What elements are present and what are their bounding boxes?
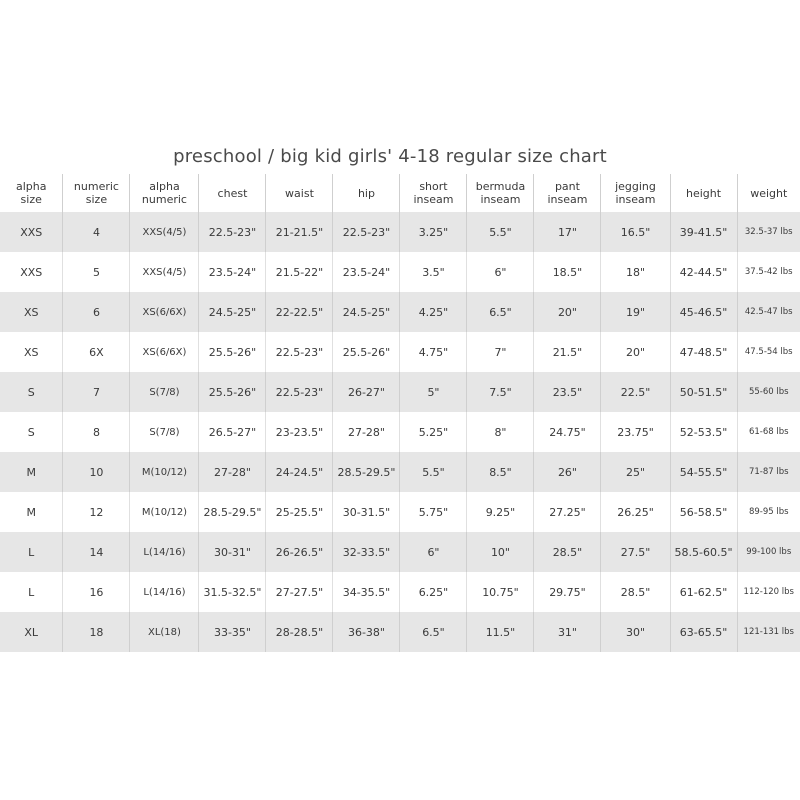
cell-bermuda-inseam: 11.5": [467, 612, 534, 652]
table-row: [0, 332, 800, 372]
cell-numeric-size: 12: [63, 492, 130, 532]
column-header-label: pant: [554, 180, 580, 193]
column-header-hip: [333, 174, 400, 212]
cell-short-inseam: 4.25": [400, 292, 467, 332]
column-header-short-inseam: [400, 174, 467, 212]
cell-waist: 23-23.5": [266, 412, 333, 452]
cell-height: 47-48.5": [670, 332, 737, 372]
cell-alpha-size: S: [0, 412, 63, 452]
cell-short-inseam: 5.75": [400, 492, 467, 532]
cell-alpha-numeric: L(14/16): [130, 572, 199, 612]
cell-jegging-inseam: 18": [601, 252, 670, 292]
cell-numeric-size: 14: [63, 532, 130, 572]
cell-short-inseam: 6": [400, 532, 467, 572]
cell-pant-inseam: 31": [534, 612, 601, 652]
size-chart-table: [0, 174, 800, 652]
table-row: [0, 572, 800, 612]
column-header-label: alpha: [15, 180, 47, 193]
cell-weight: 47.5-54 lbs: [737, 332, 800, 372]
column-header-label: alpha: [149, 180, 180, 193]
cell-hip: 26-27": [333, 372, 400, 412]
cell-bermuda-inseam: 5.5": [467, 212, 534, 252]
cell-bermuda-inseam: 7": [467, 332, 534, 372]
cell-pant-inseam: 17": [534, 212, 601, 252]
cell-weight: 99-100 lbs: [737, 532, 800, 572]
cell-jegging-inseam: 28.5": [601, 572, 670, 612]
cell-alpha-size: XXS: [0, 212, 63, 252]
cell-pant-inseam: 27.25": [534, 492, 601, 532]
cell-waist: 22.5-23": [266, 332, 333, 372]
cell-hip: 28.5-29.5": [333, 452, 400, 492]
column-header-label: numeric: [73, 180, 119, 193]
cell-pant-inseam: 26": [534, 452, 601, 492]
table-row: [0, 292, 800, 332]
cell-jegging-inseam: 22.5": [601, 372, 670, 412]
cell-pant-inseam: 24.75": [534, 412, 601, 452]
cell-alpha-numeric: L(14/16): [130, 532, 199, 572]
cell-hip: 24.5-25": [333, 292, 400, 332]
cell-bermuda-inseam: 7.5": [467, 372, 534, 412]
cell-chest: 33-35": [199, 612, 266, 652]
cell-height: 50-51.5": [670, 372, 737, 412]
cell-hip: 36-38": [333, 612, 400, 652]
column-header-height: [670, 174, 737, 212]
cell-weight: 112-120 lbs: [737, 572, 800, 612]
cell-alpha-size: S: [0, 372, 63, 412]
cell-jegging-inseam: 19": [601, 292, 670, 332]
cell-hip: 27-28": [333, 412, 400, 452]
cell-pant-inseam: 21.5": [534, 332, 601, 372]
table-row: [0, 212, 800, 252]
cell-bermuda-inseam: 6": [467, 252, 534, 292]
cell-jegging-inseam: 16.5": [601, 212, 670, 252]
header-row: [0, 174, 800, 212]
cell-bermuda-inseam: 6.5": [467, 292, 534, 332]
column-header-pant-inseam: [534, 174, 601, 212]
table-row: [0, 412, 800, 452]
cell-numeric-size: 4: [63, 212, 130, 252]
cell-pant-inseam: 20": [534, 292, 601, 332]
cell-alpha-numeric: XS(6/6X): [130, 292, 199, 332]
cell-weight: 121-131 lbs: [737, 612, 800, 652]
cell-jegging-inseam: 26.25": [601, 492, 670, 532]
cell-chest: 30-31": [199, 532, 266, 572]
column-header-label: height: [685, 186, 722, 200]
table-row: [0, 612, 800, 652]
cell-alpha-numeric: M(10/12): [130, 452, 199, 492]
column-header-label: size: [20, 193, 42, 206]
cell-height: 39-41.5": [670, 212, 737, 252]
cell-alpha-size: XS: [0, 292, 63, 332]
column-header-label: size: [85, 193, 108, 206]
cell-pant-inseam: 29.75": [534, 572, 601, 612]
cell-jegging-inseam: 30": [601, 612, 670, 652]
cell-alpha-numeric: XXS(4/5): [130, 252, 199, 292]
cell-jegging-inseam: 27.5": [601, 532, 670, 572]
column-header-label: inseam: [547, 193, 588, 206]
column-header-label: inseam: [615, 193, 656, 206]
table-row: [0, 532, 800, 572]
column-header-label: chest: [217, 186, 248, 200]
cell-chest: 23.5-24": [199, 252, 266, 292]
cell-hip: 25.5-26": [333, 332, 400, 372]
cell-short-inseam: 6.25": [400, 572, 467, 612]
cell-weight: 55-60 lbs: [737, 372, 800, 412]
cell-numeric-size: 8: [63, 412, 130, 452]
table-body: [0, 212, 800, 652]
cell-numeric-size: 10: [63, 452, 130, 492]
cell-numeric-size: 6X: [63, 332, 130, 372]
cell-short-inseam: 3.25": [400, 212, 467, 252]
cell-alpha-numeric: S(7/8): [130, 372, 199, 412]
size-chart-title: preschool / big kid girls' 4-18 regular size chart: [173, 146, 607, 167]
cell-chest: 27-28": [199, 452, 266, 492]
cell-waist: 21.5-22": [266, 252, 333, 292]
cell-height: 45-46.5": [670, 292, 737, 332]
cell-height: 56-58.5": [670, 492, 737, 532]
cell-pant-inseam: 28.5": [534, 532, 601, 572]
table-row: [0, 452, 800, 492]
cell-short-inseam: 5.25": [400, 412, 467, 452]
cell-bermuda-inseam: 9.25": [467, 492, 534, 532]
cell-short-inseam: 5": [400, 372, 467, 412]
column-header-label: weight: [750, 186, 788, 200]
cell-short-inseam: 4.75": [400, 332, 467, 372]
table-row: [0, 372, 800, 412]
column-header-alpha-size: [0, 174, 63, 212]
cell-waist: 26-26.5": [266, 532, 333, 572]
cell-chest: 31.5-32.5": [199, 572, 266, 612]
cell-short-inseam: 3.5": [400, 252, 467, 292]
cell-chest: 28.5-29.5": [199, 492, 266, 532]
cell-bermuda-inseam: 10": [467, 532, 534, 572]
cell-alpha-size: XS: [0, 332, 63, 372]
cell-hip: 22.5-23": [333, 212, 400, 252]
cell-height: 61-62.5": [670, 572, 737, 612]
column-header-label: jegging: [615, 180, 656, 193]
cell-weight: 71-87 lbs: [737, 452, 800, 492]
cell-bermuda-inseam: 8": [467, 412, 534, 452]
cell-alpha-size: M: [0, 452, 63, 492]
cell-waist: 24-24.5": [266, 452, 333, 492]
cell-waist: 22.5-23": [266, 372, 333, 412]
cell-weight: 42.5-47 lbs: [737, 292, 800, 332]
cell-chest: 24.5-25": [199, 292, 266, 332]
cell-alpha-numeric: XXS(4/5): [130, 212, 199, 252]
cell-waist: 21-21.5": [266, 212, 333, 252]
cell-alpha-size: XL: [0, 612, 63, 652]
cell-waist: 25-25.5": [266, 492, 333, 532]
cell-height: 63-65.5": [670, 612, 737, 652]
cell-alpha-numeric: XS(6/6X): [130, 332, 199, 372]
cell-numeric-size: 18: [63, 612, 130, 652]
table-row: [0, 492, 800, 532]
cell-chest: 26.5-27": [199, 412, 266, 452]
cell-jegging-inseam: 23.75": [601, 412, 670, 452]
column-header-numeric-size: [63, 174, 130, 212]
cell-jegging-inseam: 20": [601, 332, 670, 372]
cell-weight: 89-95 lbs: [737, 492, 800, 532]
cell-alpha-size: XXS: [0, 252, 63, 292]
column-header-jegging-inseam: [601, 174, 670, 212]
column-header-chest: [199, 174, 266, 212]
cell-weight: 61-68 lbs: [737, 412, 800, 452]
cell-numeric-size: 5: [63, 252, 130, 292]
table-row: [0, 252, 800, 292]
cell-weight: 32.5-37 lbs: [737, 212, 800, 252]
cell-height: 52-53.5": [670, 412, 737, 452]
cell-pant-inseam: 18.5": [534, 252, 601, 292]
cell-bermuda-inseam: 10.75": [467, 572, 534, 612]
cell-chest: 25.5-26": [199, 372, 266, 412]
cell-waist: 22-22.5": [266, 292, 333, 332]
cell-alpha-numeric: XL(18): [130, 612, 199, 652]
column-header-label: waist: [285, 186, 314, 200]
cell-short-inseam: 6.5": [400, 612, 467, 652]
cell-chest: 22.5-23": [199, 212, 266, 252]
column-header-bermuda-inseam: [467, 174, 534, 212]
column-header-label: numeric: [141, 193, 187, 206]
cell-waist: 28-28.5": [266, 612, 333, 652]
cell-pant-inseam: 23.5": [534, 372, 601, 412]
cell-hip: 34-35.5": [333, 572, 400, 612]
cell-height: 42-44.5": [670, 252, 737, 292]
cell-alpha-size: L: [0, 572, 63, 612]
cell-short-inseam: 5.5": [400, 452, 467, 492]
cell-hip: 30-31.5": [333, 492, 400, 532]
cell-hip: 23.5-24": [333, 252, 400, 292]
cell-alpha-size: M: [0, 492, 63, 532]
cell-alpha-numeric: M(10/12): [130, 492, 199, 532]
cell-numeric-size: 6: [63, 292, 130, 332]
column-header-label: inseam: [480, 193, 521, 206]
cell-chest: 25.5-26": [199, 332, 266, 372]
cell-alpha-numeric: S(7/8): [130, 412, 199, 452]
cell-numeric-size: 7: [63, 372, 130, 412]
cell-weight: 37.5-42 lbs: [737, 252, 800, 292]
cell-numeric-size: 16: [63, 572, 130, 612]
column-header-label: bermuda: [475, 180, 526, 193]
cell-height: 58.5-60.5": [670, 532, 737, 572]
column-header-alpha-numeric: [130, 174, 199, 212]
column-header-label: hip: [357, 186, 375, 200]
column-header-label: inseam: [413, 193, 454, 206]
cell-alpha-size: L: [0, 532, 63, 572]
column-header-label: short: [419, 180, 448, 193]
cell-bermuda-inseam: 8.5": [467, 452, 534, 492]
column-header-weight: [737, 174, 800, 212]
column-header-waist: [266, 174, 333, 212]
cell-waist: 27-27.5": [266, 572, 333, 612]
cell-height: 54-55.5": [670, 452, 737, 492]
cell-jegging-inseam: 25": [601, 452, 670, 492]
cell-hip: 32-33.5": [333, 532, 400, 572]
